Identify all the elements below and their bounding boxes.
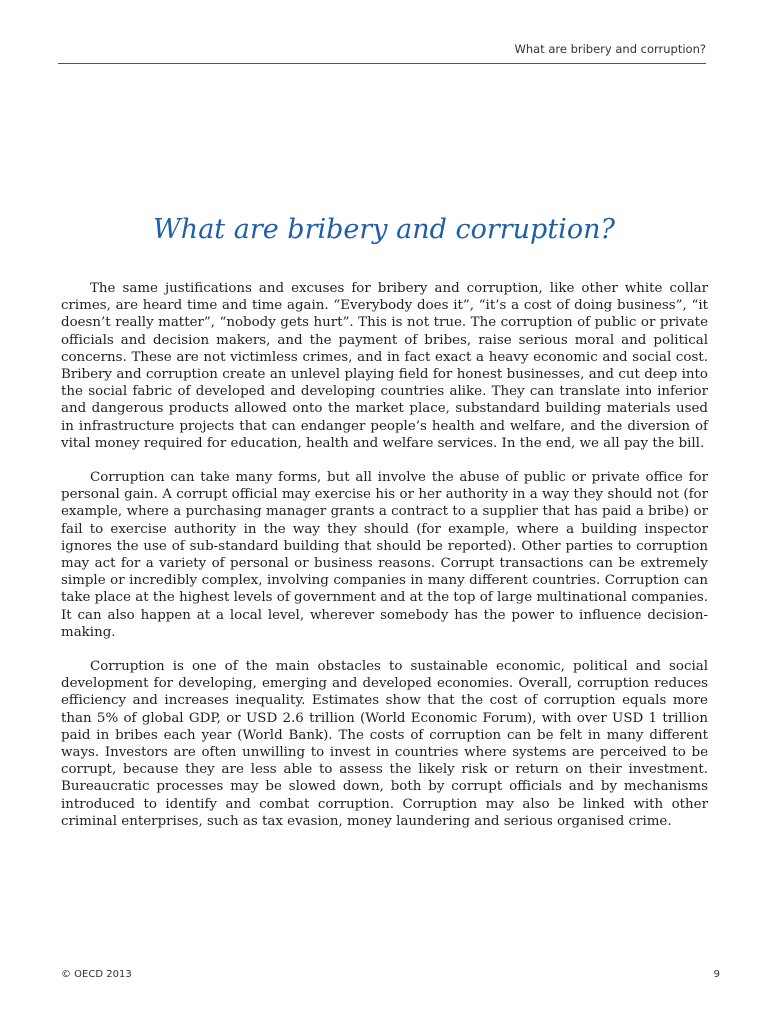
running-header: What are bribery and corruption?	[514, 42, 706, 56]
paragraph-3: Corruption is one of the main obstacles to sustainable economic, political and social development for developing, emerging and developed economies. Overall, corruption reduces efficiency and increases inequality. Estimates show that the cost of corruption equals more than 5% of global GDP, or USD 2.6 trillion (World Economic Forum), with over USD 1 trillion paid in bribes each year (World Bank). The costs of corruption can be felt in many different ways. Investors are often unwilling to invest in countries where systems are perceived to be corrupt, because they are less able to assess the likely risk or return on their investment. Bureaucratic processes may be slowed down, both by corrupt officials and by mechanisms introduced to identify and combat corruption. Corruption may also be linked with other criminal enterprises, such as tax evasion, money laundering and serious organised crime.	[61, 659, 708, 829]
footer-copyright: © OECD 2013	[61, 969, 132, 980]
header-divider	[58, 63, 706, 64]
paragraph-1: The same justifications and excuses for bribery and corruption, like other white collar crimes, are heard time and time again. “Everybody does it”, “it’s a cost of doing business”, “it doesn’t really matter”, “nobody gets hurt”. This is not true. The corruption of public or private officials and decision makers, and the payment of bribes, raise serious moral and political concerns. These are not victimless crimes, and in fact exact a heavy economic and social cost. Bribery and corruption create an unlevel playing field for honest businesses, and cut deep into the social fabric of developed and developing countries alike. They can translate into inferior and dangerous products allowed onto the market place, substandard building materials used in infrastructure projects that can endanger people’s health and welfare, and the diversion of vital money required for education, health and welfare services. In the end, we all pay the bill.	[61, 281, 708, 451]
page-title: What are bribery and corruption?	[153, 214, 615, 245]
body-text	[61, 280, 708, 847]
paragraph-2: Corruption can take many forms, but all involve the abuse of public or private office for personal gain. A corrupt official may exercise his or her authority in a way they should not (for example, where a purchasing manager grants a contract to a supplier that has paid a bribe) or fail to exercise authority in the way they should (for example, where a building inspector ignores the use of sub-standard building that should be reported). Other parties to corruption may act for a variety of personal or business reasons. Corrupt transactions can be extremely simple or incredibly complex, involving companies in many different countries. Corruption can take place at the highest levels of government and at the top of large multinational companies. It can also happen at a local level, wherever somebody has the power to influence decision-making.	[61, 470, 708, 640]
footer-page-number: 9	[713, 969, 720, 980]
